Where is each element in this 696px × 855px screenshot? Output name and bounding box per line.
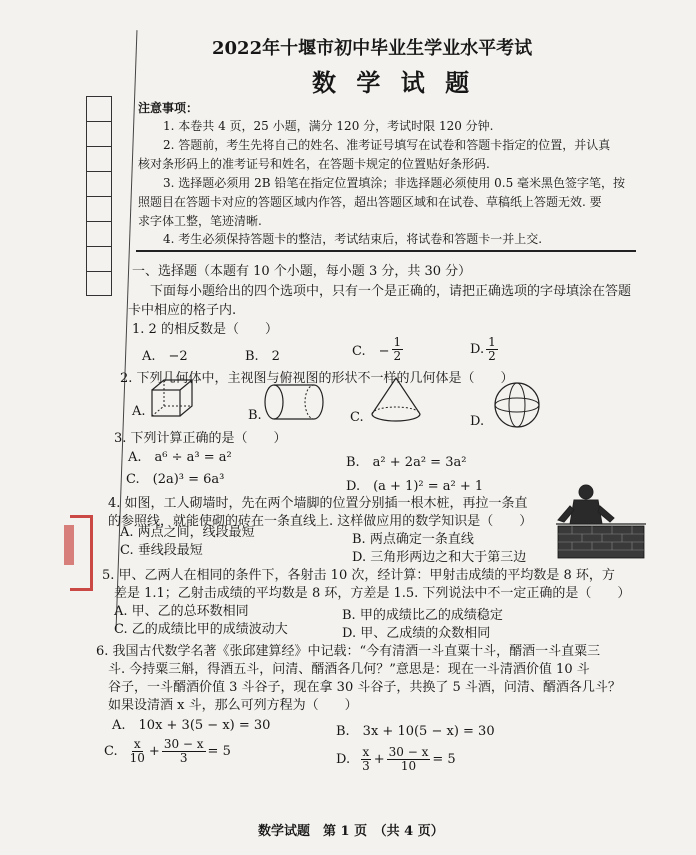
equation-tail: = 5 bbox=[432, 751, 456, 767]
option-d-label: D. bbox=[336, 751, 351, 767]
score-box-column bbox=[86, 96, 112, 296]
question-2-option-b: B. bbox=[248, 408, 262, 423]
question-1-option-c bbox=[352, 336, 405, 362]
fraction-numerator: x bbox=[133, 737, 141, 751]
fraction-denominator: 2 bbox=[393, 348, 402, 363]
bricklayer-figure bbox=[556, 482, 646, 560]
question-6-line: 谷子，一斗醑酒价值 3 斗谷子，现在拿 30 斗谷子，共换了 5 斗酒，问清、醑酒各几斗？ bbox=[108, 680, 621, 695]
question-6-option-a: A. 10x + 3(5 − x) = 30 bbox=[112, 718, 271, 733]
question-6-option-c bbox=[104, 738, 231, 764]
question-5-option-c: C. 乙的成绩比甲的成绩波动大 bbox=[114, 622, 288, 637]
question-1-option-a: A. −2 bbox=[142, 349, 188, 364]
question-4-line: 4. 如图，工人砌墙时，先在两个墙脚的位置分别插一根木桩，再拉一条直 bbox=[108, 496, 528, 511]
question-5-option-a: A. 甲、乙的总环数相同 bbox=[114, 604, 249, 619]
question-1-option-b: B. 2 bbox=[245, 349, 280, 364]
option-c-label: C. − bbox=[352, 343, 390, 359]
question-6-line: 如果设清酒 x 斗，那么可列方程为（ ） bbox=[108, 698, 358, 713]
question-6-line: 6. 我国古代数学名著《张邱建算经》中记载：“今有清酒一斗直粟十斗，醑酒一斗直粟三 bbox=[96, 644, 601, 659]
question-6-line: 斗. 今持粟三斛，得酒五斗，问清、醑酒各几何？”意思是：现在一斗清酒价值 10 斗 bbox=[108, 662, 590, 677]
cylinder-figure bbox=[262, 382, 326, 422]
section-title: 一、选择题（本题有 10 个小题，每小题 3 分，共 30 分） bbox=[132, 264, 472, 279]
fraction bbox=[360, 746, 372, 772]
notes-line: 照题目在答题卡对应的答题区域内作答，超出答题区域和在试卷、草稿纸上答题无效. 要 bbox=[138, 195, 602, 209]
question-6-option-d bbox=[336, 746, 456, 772]
fraction-denominator: 3 bbox=[362, 758, 370, 773]
notes-line: 求字体工整，笔迹清晰. bbox=[138, 214, 262, 228]
fraction-denominator: 3 bbox=[179, 750, 188, 765]
subject-title: 数 学 试 题 bbox=[312, 68, 476, 97]
notes-line: 3. 选择题必须用 2B 铅笔在指定位置填涂；非选择题必须使用 0.5 毫米黑色签字笔，按 bbox=[163, 176, 626, 190]
question-5-option-d: D. 甲、乙成绩的众数相同 bbox=[342, 626, 491, 641]
question-5-line: 差是 1.1；乙射击成绩的平均数是 8 环，方差是 1.5. 下列说法中不一定正确的是（ ） bbox=[114, 586, 631, 601]
exam-title: 2022年十堰市初中毕业生学业水平考试 bbox=[212, 38, 533, 59]
question-2-option-c: C. bbox=[350, 410, 364, 425]
question-4-option-b: B. 两点确定一条直线 bbox=[352, 532, 474, 547]
fraction-denominator: 10 bbox=[400, 758, 417, 773]
notes-line: 核对条形码上的准考证号和姓名，在答题卡规定的位置贴好条形码. bbox=[138, 157, 490, 171]
sphere-figure bbox=[492, 380, 542, 430]
question-2-option-d: D. bbox=[470, 414, 485, 429]
page-footer: 数学试题 第 1 页 （共 4 页） bbox=[258, 824, 444, 839]
section-intro: 卡中相应的格子内. bbox=[128, 303, 237, 318]
question-1-stem: 1. 2 的相反数是（ ） bbox=[132, 322, 278, 337]
fraction bbox=[162, 738, 206, 764]
fraction bbox=[486, 336, 498, 362]
plus-sign: + bbox=[373, 751, 385, 767]
section-intro: 下面每小题给出的四个选项中，只有一个是正确的，请把正确选项的字母填涂在答题 bbox=[150, 284, 632, 299]
notes-line: 4. 考生必须保持答题卡的整洁，考试结束后，将试卷和答题卡一并上交. bbox=[163, 232, 543, 246]
plus-sign: + bbox=[148, 743, 160, 759]
fraction bbox=[128, 738, 147, 764]
option-d-label: D. bbox=[470, 341, 485, 357]
fraction-denominator: 2 bbox=[488, 348, 496, 363]
question-3-option-d: D. (a + 1)² = a² + 1 bbox=[346, 479, 484, 494]
question-2-option-a: A. bbox=[132, 404, 146, 419]
cube-figure bbox=[148, 378, 208, 418]
question-1-option-d bbox=[470, 336, 500, 362]
fraction bbox=[387, 746, 431, 772]
notes-divider bbox=[136, 250, 636, 252]
fraction-numerator: 30 − x bbox=[388, 745, 429, 759]
question-6-option-b: B. 3x + 10(5 − x) = 30 bbox=[336, 724, 495, 739]
question-4-option-c: C. 垂线段最短 bbox=[120, 543, 203, 558]
seal-stamp-mark bbox=[64, 525, 74, 565]
option-c-label: C. bbox=[104, 743, 118, 759]
question-3-option-b: B. a² + 2a² = 3a² bbox=[346, 455, 467, 470]
notes-line: 2. 答题前，考生先将自己的姓名、准考证号填写在试卷和答题卡指定的位置，并认真 bbox=[163, 138, 611, 152]
question-3-option-c: C. (2a)³ = 6a³ bbox=[126, 472, 225, 487]
equation-tail: = 5 bbox=[207, 743, 231, 759]
cone-figure bbox=[368, 376, 424, 424]
question-4-option-a: A. 两点之间，线段最短 bbox=[120, 525, 255, 540]
fraction-denominator: 10 bbox=[129, 750, 145, 765]
question-5-option-b: B. 甲的成绩比乙的成绩稳定 bbox=[342, 608, 503, 623]
question-4-option-d: D. 三角形两边之和大于第三边 bbox=[352, 550, 527, 565]
notes-heading: 注意事项： bbox=[138, 101, 199, 115]
question-2-stem: 2. 下列几何体中，主视图与俯视图的形状不一样的几何体是（ ） bbox=[120, 371, 514, 386]
question-4-line: 的参照线，就能使砌的砖在一条直线上. 这样做应用的数学知识是（ ） bbox=[108, 514, 533, 529]
question-5-line: 5. 甲、乙两人在相同的条件下，各射击 10 次，经计算：甲射击成绩的平均数是 8 环，方 bbox=[102, 568, 615, 583]
fraction-numerator: 30 − x bbox=[163, 737, 204, 751]
fraction bbox=[392, 336, 404, 362]
question-3-option-a: A. a⁶ ÷ a³ = a² bbox=[128, 450, 232, 465]
question-3-stem: 3. 下列计算正确的是（ ） bbox=[114, 431, 287, 446]
fraction-numerator: 1 bbox=[393, 335, 402, 349]
fraction-numerator: x bbox=[362, 745, 370, 759]
fraction-numerator: 1 bbox=[488, 335, 496, 349]
notes-line: 1. 本卷共 4 页，25 小题，满分 120 分，考试时限 120 分钟. bbox=[163, 119, 494, 133]
